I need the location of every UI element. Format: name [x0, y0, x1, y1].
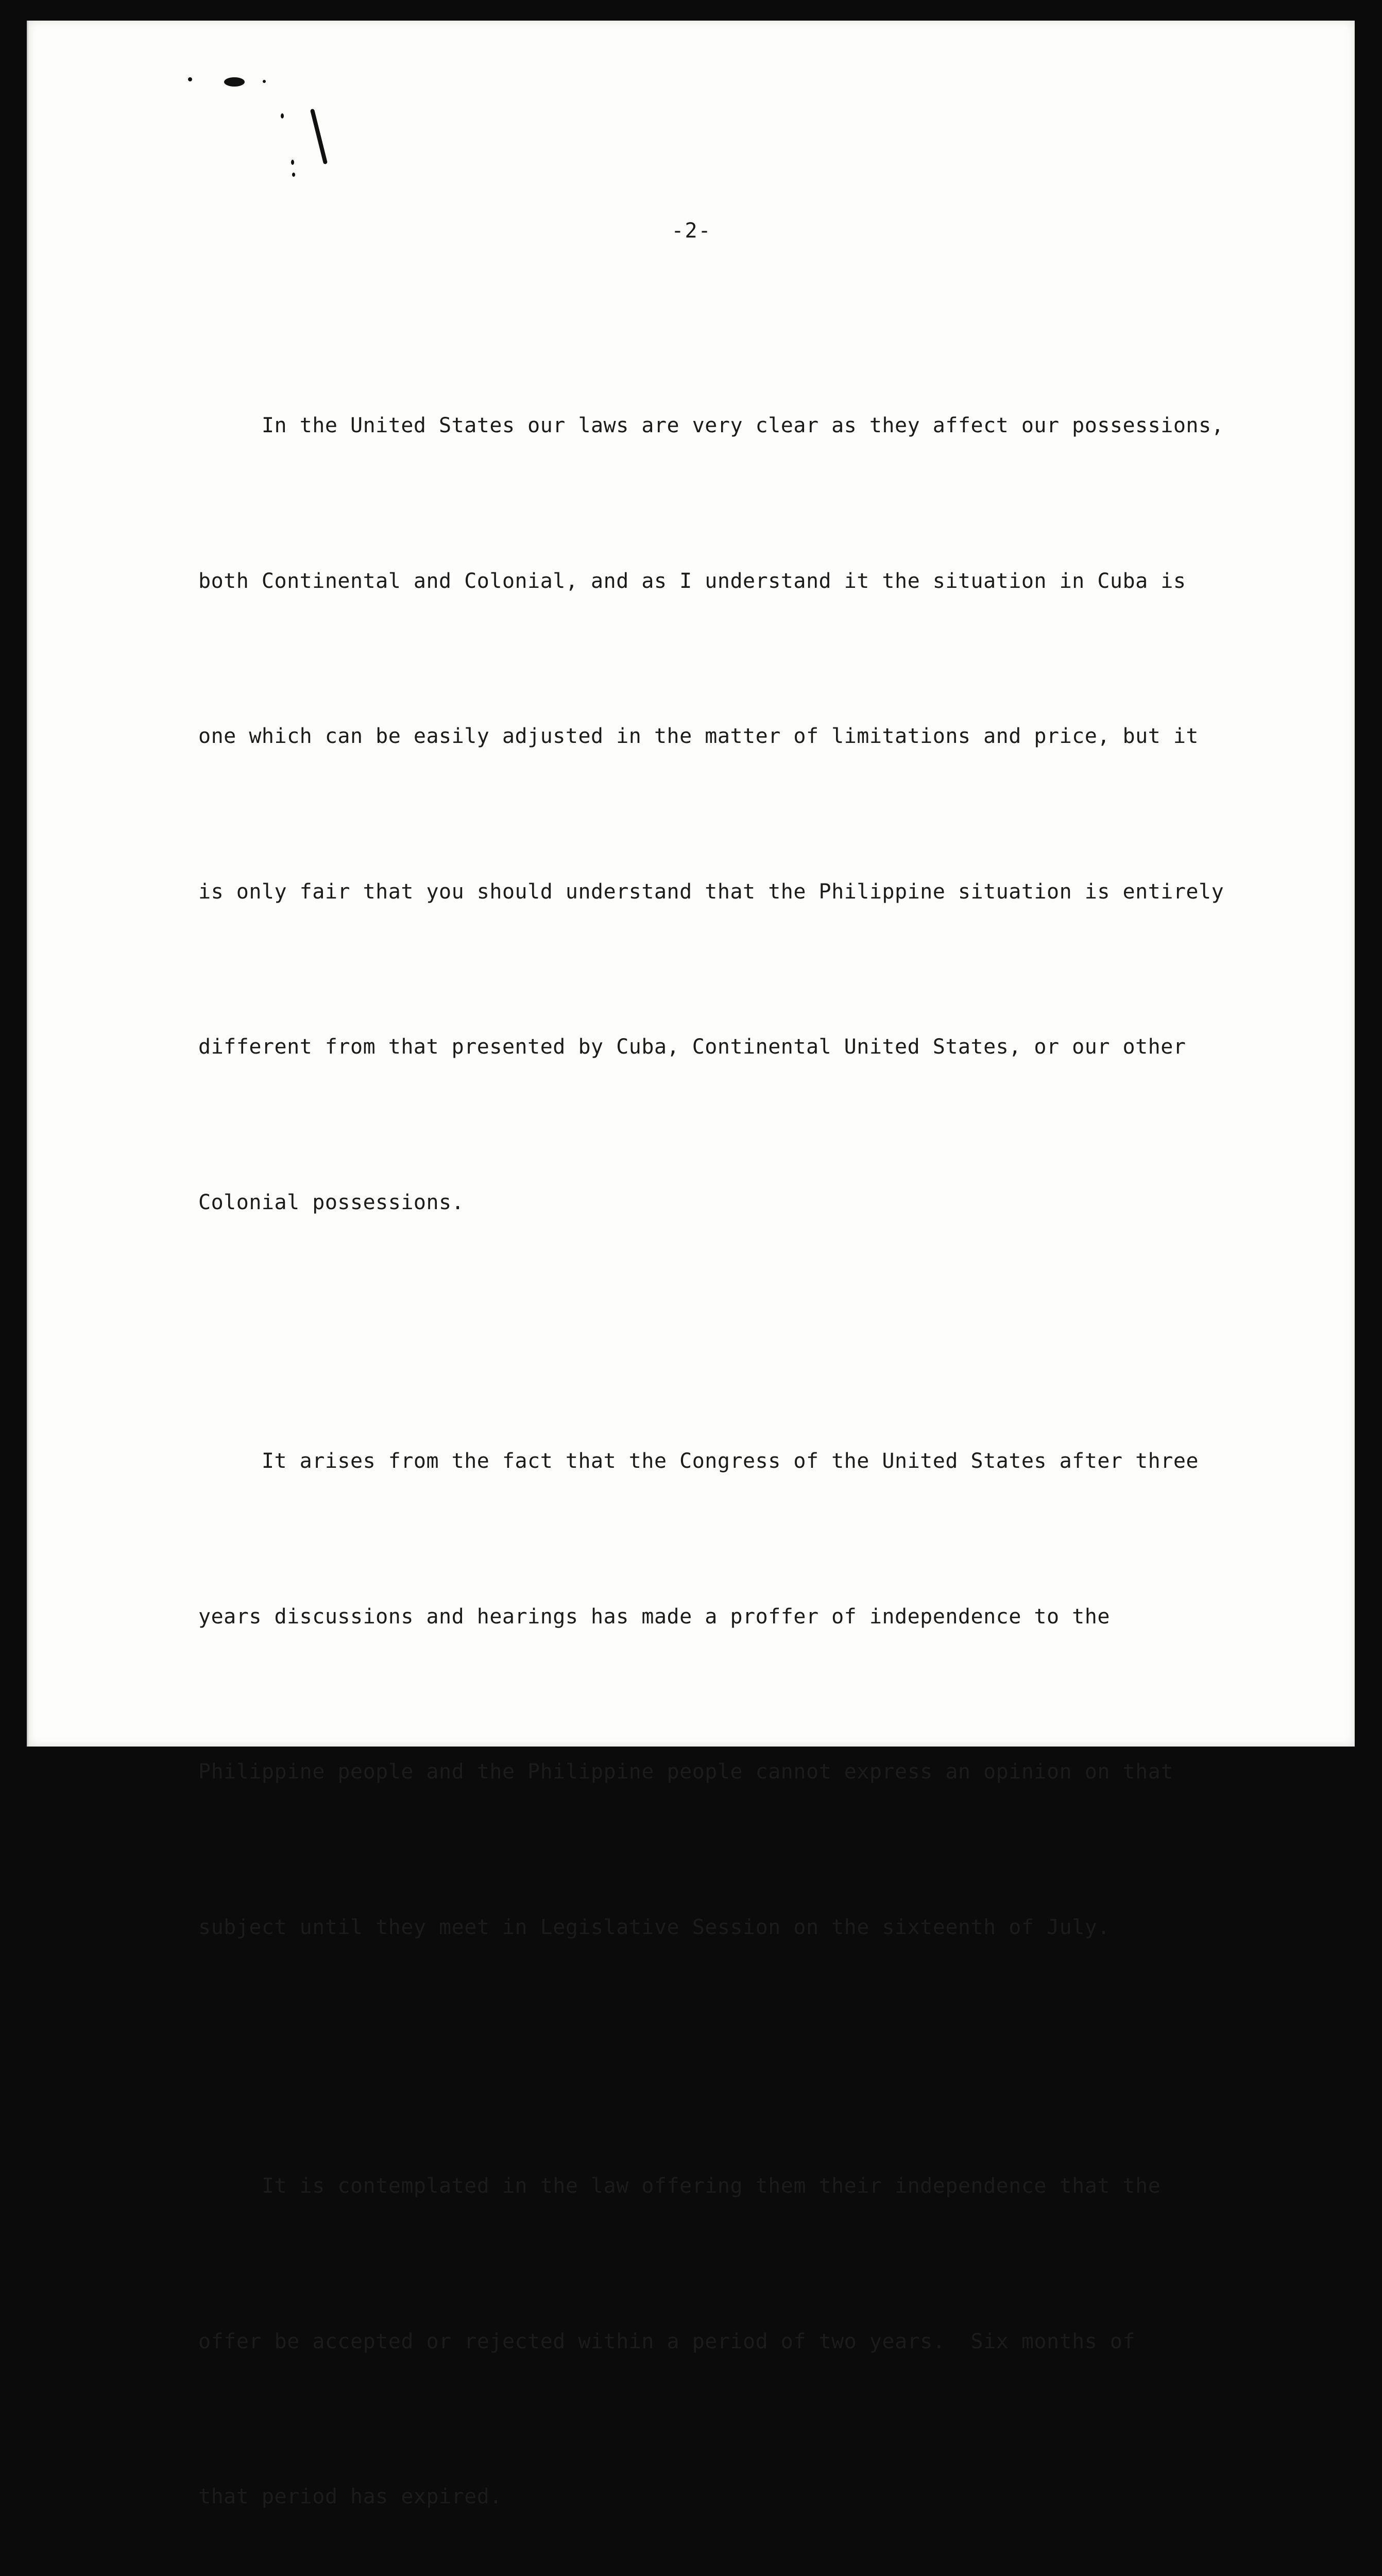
- text-line: one which can be easily adjusted in the matter of limitations and price, but it: [198, 724, 1199, 748]
- text-line: that period has expired.: [198, 2485, 502, 2509]
- document-page: [27, 21, 1355, 2509]
- text-line: offer be accepted or rejected within a period of two years. Six months of: [198, 2329, 1136, 2353]
- ink-speck: [281, 113, 284, 118]
- text-line: subject until they meet in Legislative Session on the sixteenth of July.: [198, 1915, 1110, 1939]
- text-line: years discussions and hearings has made a proffer of independence to the: [198, 1604, 1110, 1629]
- text-line: is only fair that you should understand that the Philippine situation is entirely: [198, 879, 1224, 904]
- page-number: -2-: [671, 219, 712, 243]
- text-line: It arises from the fact that the Congress of the United States after three: [198, 1449, 1199, 1473]
- ink-speck: [263, 80, 266, 83]
- ink-speck: [291, 160, 294, 165]
- text-line: Philippine people and the Philippine people cannot express an opinion on that: [198, 1760, 1173, 1784]
- text-line: different from that presented by Cuba, Continental United States, or our other: [198, 1035, 1186, 1059]
- text-line: Colonial possessions.: [198, 1190, 465, 1214]
- text-line: both Continental and Colonial, and as I understand it the situation in Cuba is: [198, 569, 1186, 593]
- paragraph: [198, 1332, 1321, 2057]
- document-body: [198, 296, 1321, 2576]
- text-line: It is contemplated in the law offering them their independence that the: [198, 2174, 1161, 2198]
- ink-speck: [188, 77, 192, 81]
- ink-speck: [292, 173, 295, 177]
- text-line: In the United States our laws are very clear as they affect our possessions,: [198, 414, 1224, 437]
- paragraph: [198, 296, 1321, 1332]
- ink-blot: [224, 77, 245, 87]
- paragraph: [198, 2057, 1321, 2576]
- ink-streak: [310, 109, 328, 165]
